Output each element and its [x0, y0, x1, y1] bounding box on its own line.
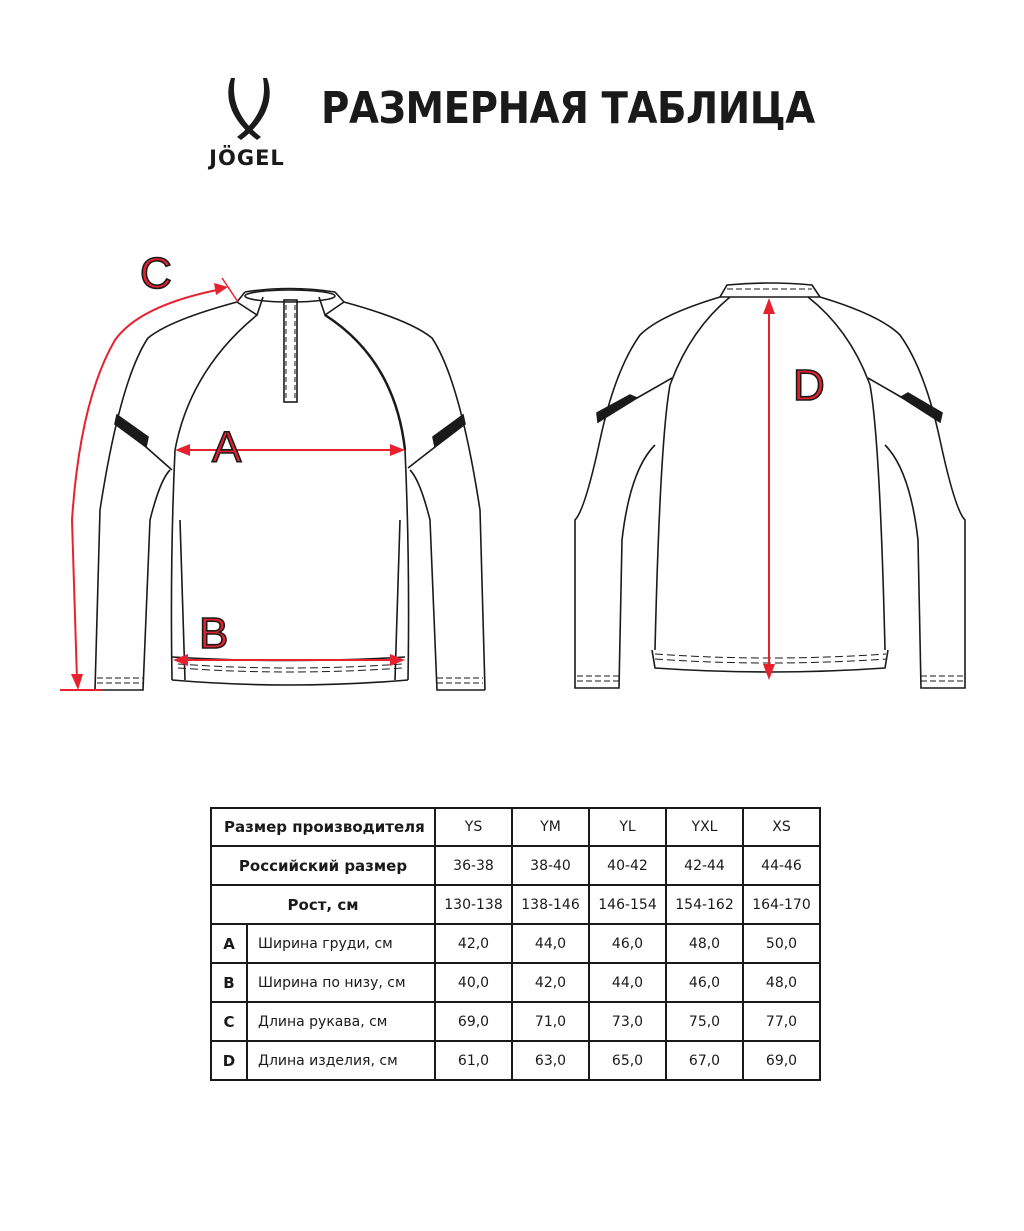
cell: 40-42 [589, 846, 666, 885]
cell: 42,0 [512, 963, 589, 1002]
cell: 48,0 [666, 924, 743, 963]
cell: 69,0 [435, 1002, 512, 1041]
label-c: C [140, 249, 172, 298]
table-row-height [211, 885, 820, 924]
page-title: РАЗМЕРНАЯ ТАБЛИЦА [321, 83, 815, 134]
label-b: B [199, 609, 229, 658]
cell: 42,0 [435, 924, 512, 963]
measure-label: Длина рукава, см [247, 1002, 435, 1041]
cell: 71,0 [512, 1002, 589, 1041]
table-row-measure-a [211, 924, 820, 963]
cell: YXL [666, 808, 743, 846]
cell: 67,0 [666, 1041, 743, 1080]
cell: 44,0 [512, 924, 589, 963]
cell: 46,0 [666, 963, 743, 1002]
measure-key: B [211, 963, 247, 1002]
cell: 69,0 [743, 1041, 820, 1080]
cell: 65,0 [589, 1041, 666, 1080]
measure-label: Ширина груди, см [247, 924, 435, 963]
cell: 50,0 [743, 924, 820, 963]
measure-key: C [211, 1002, 247, 1041]
measurement-markers [60, 278, 775, 690]
table-row-measure-c [211, 1002, 820, 1041]
label-a: A [212, 423, 242, 472]
size-table [210, 807, 821, 1081]
cell: 75,0 [666, 1002, 743, 1041]
measure-key: D [211, 1041, 247, 1080]
cell: XS [743, 808, 820, 846]
cell: YL [589, 808, 666, 846]
row-label: Российский размер [211, 846, 435, 885]
cell: 44,0 [589, 963, 666, 1002]
cell: 73,0 [589, 1002, 666, 1041]
row-label: Рост, см [211, 885, 435, 924]
measure-key: A [211, 924, 247, 963]
measure-label: Ширина по низу, см [247, 963, 435, 1002]
brand-name: JÖGEL [209, 146, 285, 170]
cell: 63,0 [512, 1041, 589, 1080]
cell: 61,0 [435, 1041, 512, 1080]
cell: 40,0 [435, 963, 512, 1002]
cell: 36-38 [435, 846, 512, 885]
label-d: D [793, 361, 825, 410]
cell: 77,0 [743, 1002, 820, 1041]
cell: 46,0 [589, 924, 666, 963]
cell: 44-46 [743, 846, 820, 885]
cell: 146-154 [589, 885, 666, 924]
cell: 130-138 [435, 885, 512, 924]
cell: 164-170 [743, 885, 820, 924]
row-label: Размер производителя [211, 808, 435, 846]
cell: 138-146 [512, 885, 589, 924]
cell: YS [435, 808, 512, 846]
front-view [95, 289, 485, 691]
cell: 154-162 [666, 885, 743, 924]
cell: 38-40 [512, 846, 589, 885]
cell: YM [512, 808, 589, 846]
table-row-measure-b [211, 963, 820, 1002]
table-row-manufacturer-size [211, 808, 820, 846]
jogel-emblem-icon [195, 70, 305, 150]
cell: 42-44 [666, 846, 743, 885]
cell: 48,0 [743, 963, 820, 1002]
table-row-measure-d [211, 1041, 820, 1080]
measure-label: Длина изделия, см [247, 1041, 435, 1080]
garment-diagram [0, 230, 1024, 710]
table-row-russian-size [211, 846, 820, 885]
brand-logo [195, 70, 305, 175]
